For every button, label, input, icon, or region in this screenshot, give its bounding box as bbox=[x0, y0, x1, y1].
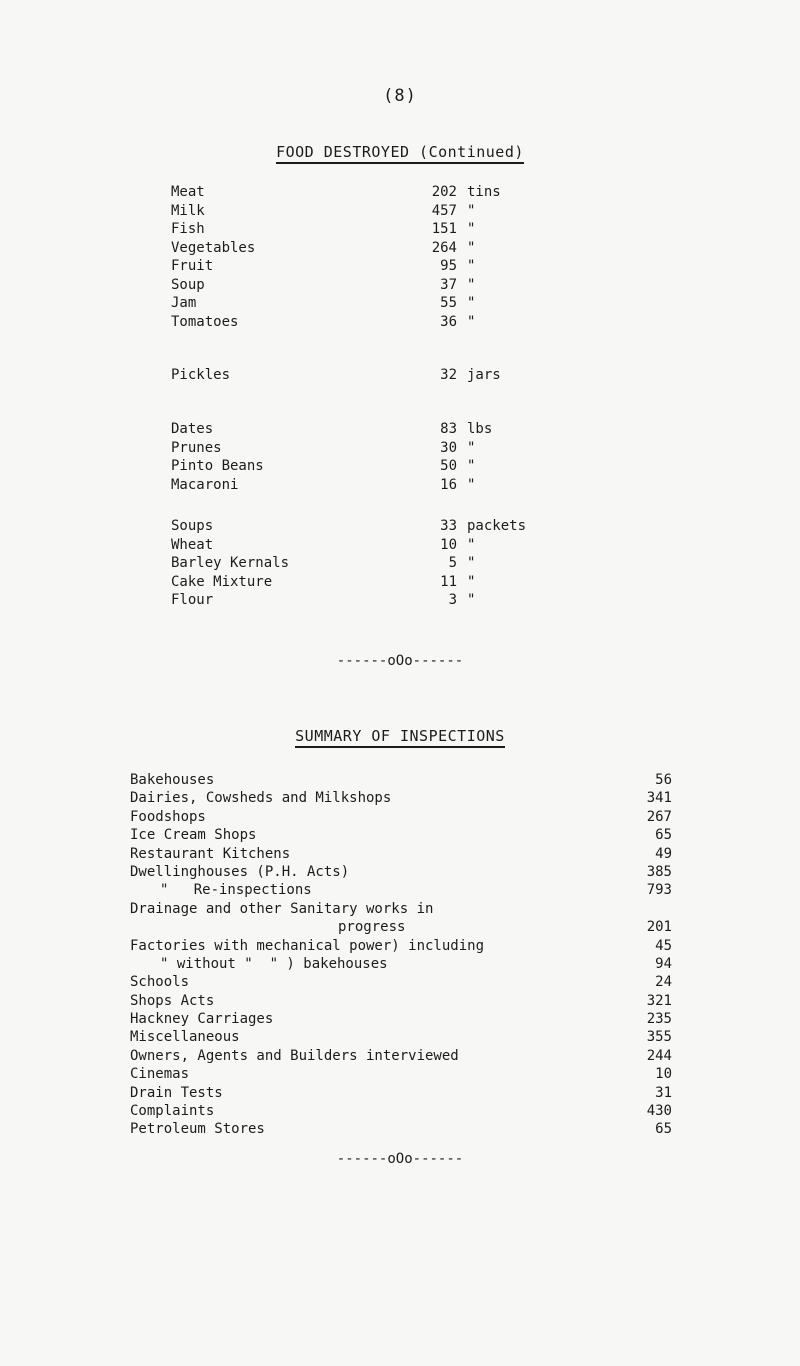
summary-row bbox=[130, 992, 672, 1010]
summary-row bbox=[130, 973, 672, 991]
food-unit: " bbox=[467, 592, 476, 608]
food-item: Pinto Beans bbox=[171, 458, 264, 474]
food-unit: " bbox=[467, 536, 476, 553]
summary-row bbox=[130, 771, 672, 789]
summary-label: Factories with mechanical power) including bbox=[130, 937, 485, 954]
summary-heading bbox=[0, 727, 800, 748]
summary-row bbox=[130, 1028, 672, 1046]
food-item: Macaroni bbox=[171, 476, 239, 493]
summary-label: progress bbox=[338, 919, 406, 936]
food-row bbox=[171, 366, 591, 385]
summary-value: 430 bbox=[646, 1103, 672, 1120]
food-item: Soup bbox=[171, 276, 205, 293]
food-item: Fruit bbox=[171, 258, 214, 274]
food-unit: " bbox=[467, 439, 476, 456]
summary-row bbox=[130, 881, 672, 899]
food-row bbox=[171, 439, 591, 458]
food-unit: " bbox=[467, 202, 476, 219]
food-qty: 457 bbox=[431, 202, 457, 219]
food-qty: 36 bbox=[440, 313, 457, 330]
food-unit: " bbox=[467, 221, 476, 237]
summary-label: Dwellinghouses (P.H. Acts) bbox=[130, 863, 350, 880]
food-item: Meat bbox=[171, 184, 205, 200]
food-row bbox=[171, 183, 591, 202]
food-item: Soups bbox=[171, 518, 214, 534]
food-group-jars bbox=[171, 366, 591, 385]
summary-value: 10 bbox=[655, 1066, 672, 1083]
summary-label: Miscellaneous bbox=[130, 1029, 240, 1046]
food-unit: " bbox=[467, 258, 476, 274]
food-item: Barley Kernals bbox=[171, 555, 290, 571]
summary-label: " Re-inspections bbox=[160, 882, 312, 899]
food-qty: 3 bbox=[448, 592, 457, 608]
food-unit: " bbox=[467, 239, 476, 256]
food-item: Cake Mixture bbox=[171, 573, 273, 590]
summary-label: Cinemas bbox=[130, 1066, 190, 1083]
summary-value: 31 bbox=[655, 1084, 672, 1101]
summary-row bbox=[130, 789, 672, 807]
food-row bbox=[171, 294, 591, 313]
summary-row bbox=[130, 1120, 672, 1138]
food-item: Tomatoes bbox=[171, 313, 239, 330]
food-unit: " bbox=[467, 295, 476, 311]
food-row bbox=[171, 476, 591, 495]
food-item: Flour bbox=[171, 592, 214, 608]
summary-label: Restaurant Kitchens bbox=[130, 845, 291, 862]
food-destroyed-heading bbox=[0, 143, 800, 164]
summary-value: 45 bbox=[655, 937, 672, 954]
summary-label: Dairies, Cowsheds and Milkshops bbox=[130, 790, 392, 807]
food-row bbox=[171, 257, 591, 276]
food-row bbox=[171, 591, 591, 610]
summary-label: Hackney Carriages bbox=[130, 1011, 274, 1028]
food-item: Fish bbox=[171, 221, 205, 237]
summary-value: 235 bbox=[646, 1011, 672, 1028]
summary-label: Drainage and other Sanitary works in bbox=[130, 900, 434, 917]
summary-label: Drain Tests bbox=[130, 1084, 223, 1101]
food-row bbox=[171, 536, 591, 555]
summary-row bbox=[130, 1047, 672, 1065]
food-destroyed-heading-text: FOOD DESTROYED (Continued) bbox=[276, 143, 524, 164]
summary-label: Foodshops bbox=[130, 808, 206, 825]
summary-row bbox=[130, 937, 672, 955]
summary-label: " without " " ) bakehouses bbox=[160, 955, 388, 972]
food-qty: 32 bbox=[440, 367, 457, 383]
food-unit: lbs bbox=[467, 421, 493, 437]
summary-row bbox=[130, 808, 672, 826]
food-row bbox=[171, 220, 591, 239]
summary-row bbox=[130, 1102, 672, 1120]
summary-row bbox=[130, 1010, 672, 1028]
summary-value: 341 bbox=[646, 790, 672, 807]
food-row bbox=[171, 239, 591, 258]
food-unit: " bbox=[467, 555, 476, 571]
food-qty: 37 bbox=[440, 276, 457, 293]
food-qty: 33 bbox=[440, 518, 457, 534]
food-qty: 16 bbox=[440, 476, 457, 493]
food-qty: 5 bbox=[448, 555, 457, 571]
section-divider: ------oOo------ bbox=[336, 653, 464, 669]
food-item: Dates bbox=[171, 421, 214, 437]
food-row bbox=[171, 573, 591, 592]
food-item: Vegetables bbox=[171, 239, 256, 256]
food-qty: 95 bbox=[440, 258, 457, 274]
summary-value: 24 bbox=[655, 974, 672, 991]
food-row bbox=[171, 276, 591, 295]
food-qty: 151 bbox=[431, 221, 457, 237]
food-qty: 11 bbox=[440, 573, 457, 590]
food-qty: 10 bbox=[440, 536, 457, 553]
summary-label: Shops Acts bbox=[130, 992, 215, 1009]
summary-value: 65 bbox=[655, 1121, 672, 1138]
summary-value: 793 bbox=[646, 882, 672, 899]
page-number: (8) bbox=[383, 86, 417, 106]
food-unit: " bbox=[467, 313, 476, 330]
food-group-lbs bbox=[171, 420, 591, 494]
food-row bbox=[171, 420, 591, 439]
food-qty: 264 bbox=[431, 239, 457, 256]
summary-label: Petroleum Stores bbox=[130, 1121, 265, 1138]
summary-label: Bakehouses bbox=[130, 772, 215, 788]
summary-value: 355 bbox=[646, 1029, 672, 1046]
summary-row bbox=[130, 845, 672, 863]
food-qty: 55 bbox=[440, 295, 457, 311]
summary-row bbox=[130, 1065, 672, 1083]
summary-value: 385 bbox=[646, 863, 672, 880]
food-unit: " bbox=[467, 458, 476, 474]
summary-row bbox=[130, 918, 672, 936]
summary-row bbox=[130, 1084, 672, 1102]
food-unit: jars bbox=[467, 367, 501, 383]
food-qty: 83 bbox=[440, 421, 457, 437]
food-row bbox=[171, 554, 591, 573]
summary-row bbox=[130, 826, 672, 844]
food-row bbox=[171, 517, 591, 536]
food-row bbox=[171, 202, 591, 221]
food-row bbox=[171, 457, 591, 476]
summary-value: 94 bbox=[655, 955, 672, 972]
food-row bbox=[171, 313, 591, 332]
summary-value: 65 bbox=[655, 827, 672, 844]
food-qty: 202 bbox=[431, 184, 457, 200]
food-unit: packets bbox=[467, 518, 527, 534]
food-group-tins bbox=[171, 183, 591, 331]
summary-label: Owners, Agents and Builders interviewed bbox=[130, 1047, 459, 1064]
summary-value: 56 bbox=[655, 772, 672, 788]
summary-row bbox=[130, 863, 672, 881]
summary-label: Complaints bbox=[130, 1103, 215, 1120]
food-qty: 50 bbox=[440, 458, 457, 474]
summary-heading-text: SUMMARY OF INSPECTIONS bbox=[295, 727, 505, 748]
summary-value: 201 bbox=[646, 919, 672, 936]
summary-row bbox=[130, 900, 672, 918]
summary-value: 244 bbox=[646, 1047, 672, 1064]
food-item: Milk bbox=[171, 202, 205, 219]
food-unit: tins bbox=[467, 184, 501, 200]
food-unit: " bbox=[467, 573, 476, 590]
summary-label: Ice Cream Shops bbox=[130, 827, 257, 844]
food-unit: " bbox=[467, 476, 476, 493]
summary-label: Schools bbox=[130, 974, 190, 991]
summary-value: 49 bbox=[655, 845, 672, 862]
summary-value: 321 bbox=[646, 992, 672, 1009]
food-item: Prunes bbox=[171, 439, 222, 456]
summary-table bbox=[130, 771, 672, 1139]
food-item: Pickles bbox=[171, 367, 231, 383]
food-qty: 30 bbox=[440, 439, 457, 456]
summary-value: 267 bbox=[646, 808, 672, 825]
section-divider-bottom: ------oOo------ bbox=[336, 1151, 464, 1167]
food-item: Wheat bbox=[171, 536, 214, 553]
food-item: Jam bbox=[171, 295, 197, 311]
food-unit: " bbox=[467, 276, 476, 293]
food-group-packets bbox=[171, 517, 591, 610]
summary-row bbox=[130, 955, 672, 973]
